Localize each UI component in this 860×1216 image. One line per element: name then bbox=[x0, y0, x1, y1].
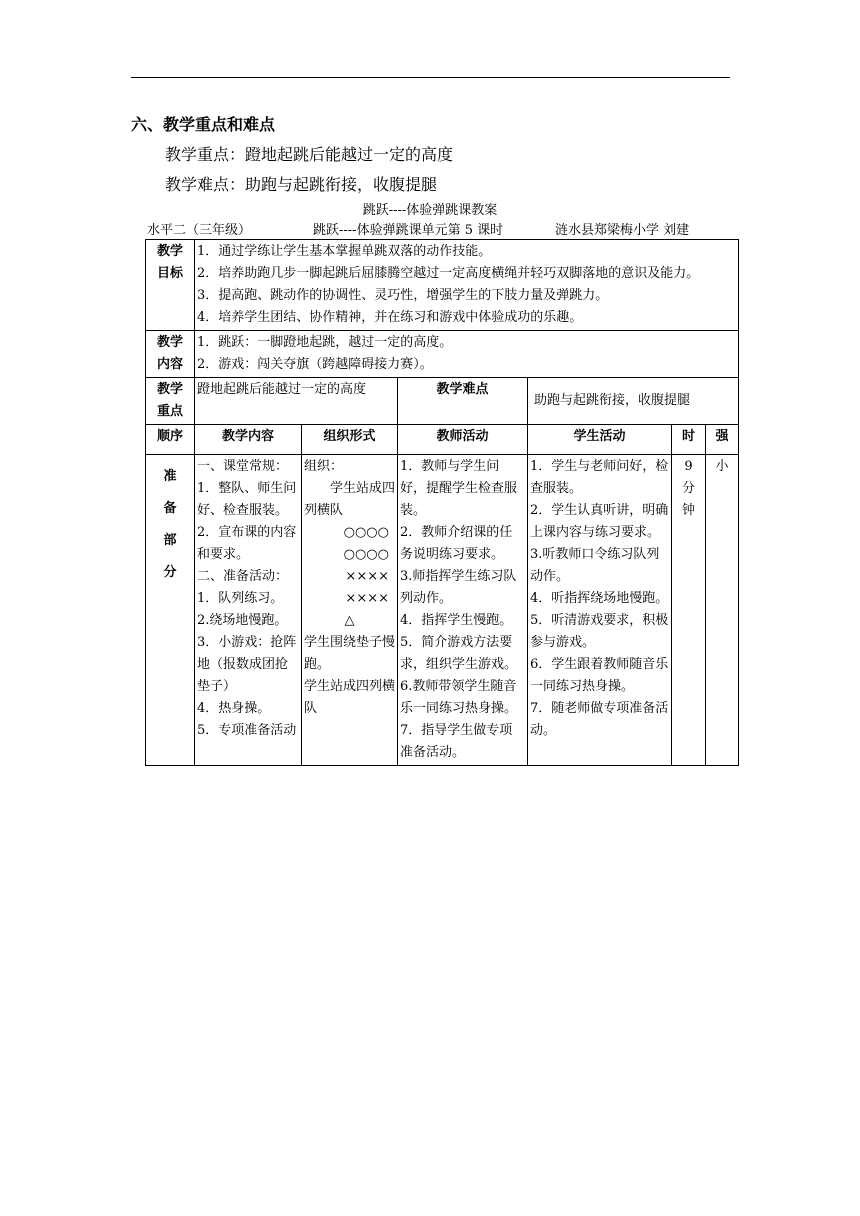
prep-student-cell: 1．学生与老师问好，检查服装。 2．学生认真听讲，明确上课内容与练习要求。 3.听教师口令练习队列动作。 4．听指挥绕场地慢跑。 5．听清游戏要求，积极参与游戏。 6．学生跟着教师随音乐一同练习热身操。 7．随老师做专项准备活动。 bbox=[528, 455, 672, 766]
formation-row: ×××× bbox=[345, 569, 389, 584]
section-heading: 六、教学重点和难点 bbox=[131, 115, 276, 134]
goal-item: 2．培养助跑几步一脚起跳后屈膝腾空越过一定高度横绳并轻巧双脚落地的意识及能力。 bbox=[197, 266, 700, 281]
meta-level: 水平二（三年级） bbox=[147, 223, 252, 238]
lesson-plan-table bbox=[145, 239, 739, 766]
goal-item: 1．通过学练让学生基本掌握单跳双落的动作技能。 bbox=[197, 244, 492, 259]
goals-row bbox=[146, 240, 739, 331]
focus-value: 蹬地起跳后能越过一定的高度 bbox=[195, 378, 398, 425]
key-point-line: 教学重点：蹬地起跳后能越过一定的高度 bbox=[165, 145, 454, 164]
prep-teacher-cell: 1．教师与学生问好，提醒学生检查服装。 2．教师介绍课的任务说明练习要求。 3.师指挥学生练习队列动作。 4．指挥学生慢跑。 5．简介游戏方法要求，组织学生游戏。 6.教师带领学生随音乐一同练习热身操。 7．指导学生做专项准备活动。 bbox=[398, 455, 528, 766]
header-rule bbox=[131, 77, 730, 78]
prep-section-row bbox=[146, 455, 739, 766]
column-header: 时 bbox=[672, 425, 706, 455]
content-item: 1．跳跃：一脚蹬地起跳，越过一定的高度。 bbox=[197, 335, 453, 350]
prep-content-cell: 一、课堂常规： 1．整队、师生问好、检查服装。 2．宣布课的内容和要求。 二、准备活动： 1．队列练习。 2.绕场地慢跑。 3．小游戏：抢阵地（报数成团抢垫子） 4．热身操。 5．专项准备活动 bbox=[195, 455, 302, 766]
difficulty-line: 教学难点：助跑与起跳衔接，收腹提腿 bbox=[165, 175, 438, 194]
focus-row bbox=[146, 378, 739, 425]
prep-organization-cell: 组织： 学生站成四列横队 ○○○○ ○○○○ ×××× ×××× △ 学生围绕垫子慢跑。 学生站成四列横队 bbox=[302, 455, 398, 766]
prep-time-cell: 9 分 钟 bbox=[672, 455, 706, 766]
column-header: 教学内容 bbox=[195, 425, 302, 455]
goals-cell bbox=[195, 240, 739, 331]
difficulty-value: 助跑与起跳衔接，收腹提腿 bbox=[528, 378, 739, 425]
formation-row: ○○○○ bbox=[343, 547, 389, 562]
difficulty-label: 教学难点 bbox=[398, 378, 528, 425]
formation-row: ×××× bbox=[345, 591, 389, 606]
column-header: 教师活动 bbox=[398, 425, 528, 455]
meta-school: 涟水县郑梁梅小学 刘建 bbox=[555, 223, 690, 238]
column-header-row bbox=[146, 425, 739, 455]
formation-row: △ bbox=[344, 613, 355, 628]
goal-item: 3．提高跑、跳动作的协调性、灵巧性，增强学生的下肢力量及弹跳力。 bbox=[197, 288, 609, 303]
goals-label: 教学 目标 bbox=[146, 240, 195, 331]
content-item: 2．游戏：闯关夺旗（跨越障碍接力赛）。 bbox=[197, 357, 433, 372]
prep-intensity-cell: 小 bbox=[706, 455, 739, 766]
content-cell bbox=[195, 331, 739, 378]
goal-item: 4．培养学生团结、协作精神，并在练习和游戏中体验成功的乐趣。 bbox=[197, 310, 583, 325]
column-header: 顺序 bbox=[146, 425, 195, 455]
prep-section-label: 准 备 部 分 bbox=[146, 455, 195, 766]
focus-label: 教学 重点 bbox=[146, 378, 195, 425]
content-row bbox=[146, 331, 739, 378]
lesson-plan-title: 跳跃----体验弹跳课教案 bbox=[362, 203, 498, 218]
content-label: 教学 内容 bbox=[146, 331, 195, 378]
column-header: 强 bbox=[706, 425, 739, 455]
formation-row: ○○○○ bbox=[343, 525, 389, 540]
column-header: 学生活动 bbox=[528, 425, 672, 455]
column-header: 组织形式 bbox=[302, 425, 398, 455]
meta-unit: 跳跃----体验弹跳课单元第 5 课时 bbox=[313, 223, 504, 238]
